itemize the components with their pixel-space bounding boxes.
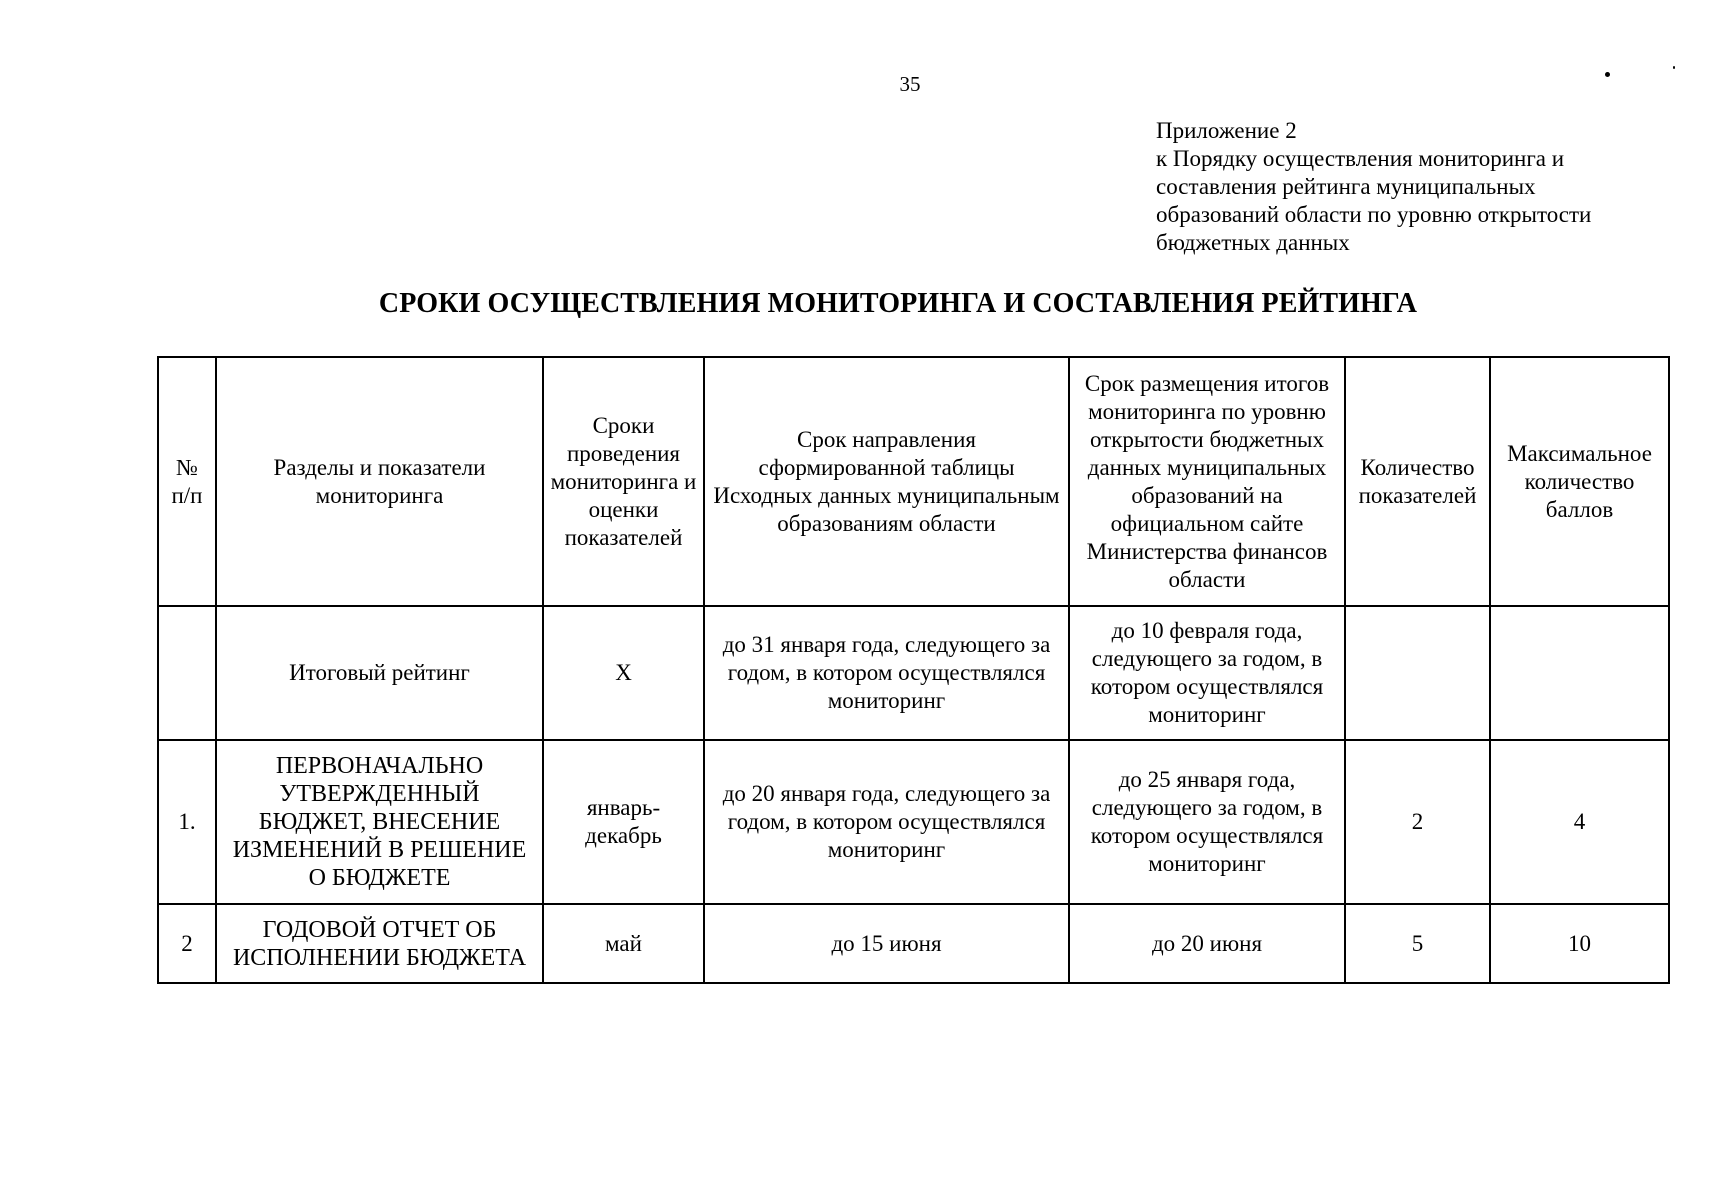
appendix-note xyxy=(1156,117,1696,257)
cell-section: ПЕРВОНАЧАЛЬНО УТВЕРЖДЕННЫЙ БЮДЖЕТ, ВНЕСЕНИЕ ИЗМЕНЕНИЙ В РЕШЕНИЕ О БЮДЖЕТЕ xyxy=(216,740,543,904)
cell-number: 2 xyxy=(158,904,216,983)
header-max-score: Максимальное количество баллов xyxy=(1490,357,1669,606)
cell-count xyxy=(1345,606,1490,740)
cell-send-deadline: до 20 января года, следующего за годом, в котором осуществлялся мониторинг xyxy=(704,740,1069,904)
document-title: СРОКИ ОСУЩЕСТВЛЕНИЯ МОНИТОРИНГА И СОСТАВЛЕНИЯ РЕЙТИНГА xyxy=(378,288,1418,319)
header-send-deadline: Срок направления сформированной таблицы Исходных данных муниципальным образованиям области xyxy=(704,357,1069,606)
cell-publish-deadline: до 25 января года, следующего за годом, в котором осуществлялся мониторинг xyxy=(1069,740,1345,904)
cell-max-score: 10 xyxy=(1490,904,1669,983)
cell-number xyxy=(158,606,216,740)
cell-count: 2 xyxy=(1345,740,1490,904)
cell-max-score xyxy=(1490,606,1669,740)
cell-section: Итоговый рейтинг xyxy=(216,606,543,740)
scan-speck xyxy=(1673,66,1675,69)
cell-period: май xyxy=(543,904,704,983)
header-sections: Разделы и показатели мониторинга xyxy=(216,357,543,606)
appendix-line: образований области по уровню открытости xyxy=(1156,202,1592,227)
cell-number: 1. xyxy=(158,740,216,904)
table-row xyxy=(158,740,1669,904)
cell-section: ГОДОВОЙ ОТЧЕТ ОБ ИСПОЛНЕНИИ БЮДЖЕТА xyxy=(216,904,543,983)
cell-publish-deadline: до 20 июня xyxy=(1069,904,1345,983)
header-count: Количество показателей xyxy=(1345,357,1490,606)
cell-max-score: 4 xyxy=(1490,740,1669,904)
header-period: Сроки проведения мониторинга и оценки показателей xyxy=(543,357,704,606)
appendix-line: бюджетных данных xyxy=(1156,230,1350,255)
appendix-line: составления рейтинга муниципальных xyxy=(1156,174,1536,199)
table-header-row xyxy=(158,357,1669,606)
cell-count: 5 xyxy=(1345,904,1490,983)
cell-publish-deadline: до 10 февраля года, следующего за годом, в котором осуществлялся мониторинг xyxy=(1069,606,1345,740)
table-row xyxy=(158,606,1669,740)
appendix-line: Приложение 2 xyxy=(1156,118,1297,143)
header-number: № п/п xyxy=(158,357,216,606)
monitoring-schedule-table xyxy=(157,356,1670,984)
cell-period: X xyxy=(543,606,704,740)
page-number: 35 xyxy=(899,72,921,96)
scan-speck xyxy=(1605,72,1610,77)
header-publish-deadline: Срок размещения итогов мониторинга по уровню открытости бюджетных данных муниципальных образований на официальном сайте Министерства финансов области xyxy=(1069,357,1345,606)
appendix-line: к Порядку осуществления мониторинга и xyxy=(1156,146,1565,171)
table-row xyxy=(158,904,1669,983)
cell-send-deadline: до 15 июня xyxy=(704,904,1069,983)
cell-send-deadline: до 31 января года, следующего за годом, в котором осуществлялся мониторинг xyxy=(704,606,1069,740)
cell-period: январь-декабрь xyxy=(543,740,704,904)
